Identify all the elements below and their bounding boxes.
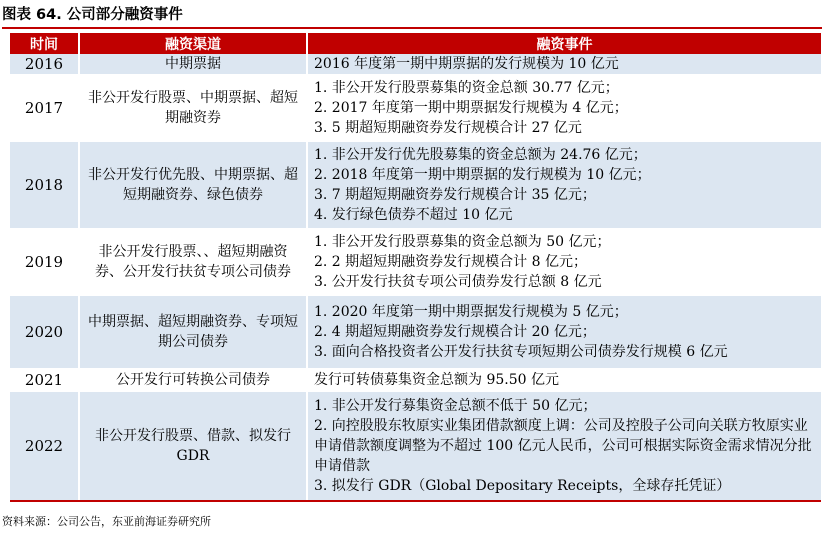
row-events	[307, 229, 821, 295]
event-line: 2. 2 期超短期融资券发行规模合计 8 亿元；	[314, 254, 587, 270]
row-year: 2021	[10, 369, 79, 391]
row-events	[307, 141, 821, 229]
table-row	[10, 54, 821, 75]
event-line: 1. 非公开发行优先股募集的资金总额为 24.76 亿元；	[314, 147, 647, 163]
event-line: 2016 年度第一期中期票据的发行规模为 10 亿元	[314, 56, 619, 72]
row-year: 2017	[10, 75, 79, 141]
row-year: 2018	[10, 141, 79, 229]
header-time: 时间	[10, 33, 79, 54]
row-events	[307, 75, 821, 141]
row-year: 2022	[10, 391, 79, 501]
row-channel: 非公开发行股票、、超短期融资券、公开发行扶贫专项公司债券	[79, 229, 307, 295]
event-line: 1. 2020 年度第一期中期票据发行规模为 5 亿元；	[314, 304, 628, 320]
figure-title: 图表 64. 公司部分融资事件	[2, 7, 183, 23]
event-line: 1. 非公开发行募集资金总额不低于 50 亿元；	[314, 398, 597, 414]
event-line: 4. 发行绿色债券不超过 10 亿元	[314, 207, 513, 223]
event-line: 3. 公开发行扶贫专项公司债券发行总额 8 亿元	[314, 274, 602, 290]
table-row	[10, 391, 821, 501]
event-line: 3. 拟发行 GDR（Global Depositary Receipts，全球存托凭证）	[314, 478, 731, 494]
table-row	[10, 229, 821, 295]
row-channel: 非公开发行优先股、中期票据、超短期融资券、绿色债券	[79, 141, 307, 229]
table-row	[10, 369, 821, 391]
header-channel: 融资渠道	[79, 33, 307, 54]
event-line: 1. 非公开发行股票募集的资金总额为 50 亿元；	[314, 234, 611, 250]
row-year: 2019	[10, 229, 79, 295]
row-events	[307, 369, 821, 391]
row-events	[307, 391, 821, 501]
table-row	[10, 141, 821, 229]
table-row	[10, 295, 821, 369]
row-year: 2016	[10, 54, 79, 75]
table-row	[10, 75, 821, 141]
event-line: 3. 7 期超短期融资券发行规模合计 35 亿元；	[314, 187, 596, 203]
event-line: 2. 2017 年度第一期中期票据发行规模为 4 亿元；	[314, 100, 628, 116]
event-line: 1. 非公开发行股票募集的资金总额 30.77 亿元；	[314, 80, 619, 96]
row-channel: 公开发行可转换公司债券	[79, 369, 307, 391]
row-year: 2020	[10, 295, 79, 369]
header-events: 融资事件	[307, 33, 821, 54]
event-line: 发行可转债募集资金总额为 95.50 亿元	[314, 372, 559, 388]
source-note: 资料来源：公司公告，东亚前海证券研究所	[2, 515, 211, 528]
event-line: 2. 2018 年度第一期中期票据的发行规模为 10 亿元；	[314, 167, 651, 183]
row-channel: 非公开发行股票、中期票据、超短期融资券	[79, 75, 307, 141]
row-events	[307, 295, 821, 369]
row-channel: 非公开发行股票、借款、拟发行 GDR	[79, 391, 307, 501]
event-line: 2. 向控股股东牧原实业集团借款额度上调：公司及控股子公司向关联方牧原实业申请借款额度调整为不超过 100 亿元人民币，公司可根据实际资金需求情况分批申请借款	[314, 418, 812, 474]
financing-events-table	[10, 33, 821, 502]
event-line: 3. 5 期超短期融资券发行规模合计 27 亿元	[314, 120, 582, 136]
row-events	[307, 54, 821, 75]
title-rule	[2, 27, 822, 29]
event-line: 3. 面向合格投资者公开发行扶贫专项短期公司债券发行规模 6 亿元	[314, 344, 728, 360]
table-header-row	[10, 33, 821, 54]
row-channel: 中期票据	[79, 54, 307, 75]
row-channel: 中期票据、超短期融资券、专项短期公司债券	[79, 295, 307, 369]
event-line: 2. 4 期超短期融资券发行规模合计 20 亿元；	[314, 324, 596, 340]
